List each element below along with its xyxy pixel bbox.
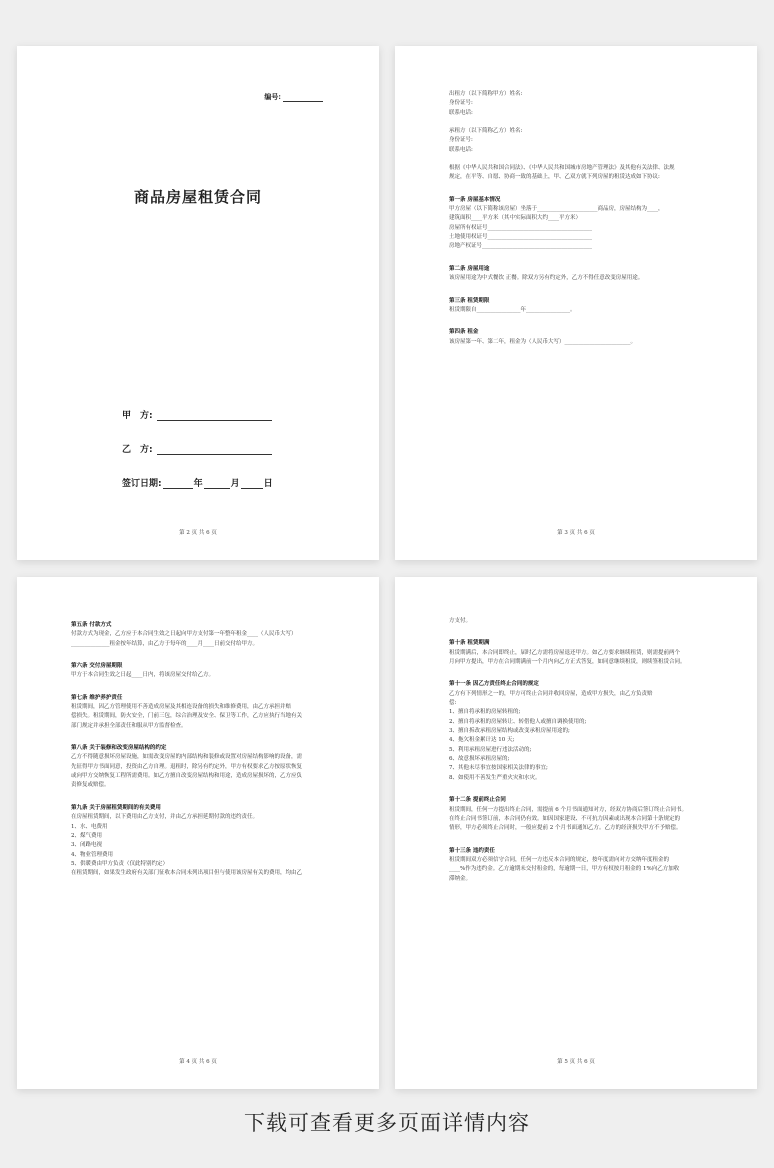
year-blank	[163, 488, 193, 489]
party-b-field	[122, 442, 272, 455]
document-page-cover	[17, 46, 379, 560]
paragraph-line: 乙方有下列情形之一的，甲方可终止合同并收回房屋，造成甲方损失，由乙方负责赔	[449, 690, 653, 697]
paragraph-line: 身份证号:	[449, 137, 473, 144]
day-label: 日	[263, 479, 273, 489]
clause-heading: 第三条 租赁期限	[449, 297, 490, 304]
clause-heading: 第二条 房屋用途	[449, 265, 490, 272]
year-label: 年	[193, 479, 203, 489]
paragraph-line: 偿:	[449, 700, 457, 707]
paragraph-line: 在终止合同书签订前，本合同仍有效。如因国家建设、不可抗力因素或出现本合同第十条规定的	[449, 815, 681, 822]
paragraph-line: 2、擅自将承租的房屋转让、转借他人或擅自调换使用的;	[449, 718, 587, 725]
paragraph-line: 房屋所有权证号______________________________________	[449, 224, 593, 231]
page-number: 第 5 页 共 6 页	[557, 1059, 595, 1065]
month-blank	[204, 488, 230, 489]
page-body	[71, 617, 327, 879]
party-a-field	[122, 408, 272, 421]
paragraph-line: 1、擅自将承租的房屋转租的;	[449, 709, 521, 716]
paragraph-line: 承租方（以下简称乙方）姓名:	[449, 128, 523, 135]
contract-number-label: 编号:	[264, 92, 281, 101]
party-b-blank	[157, 454, 272, 455]
clause-heading: 第四条 租金	[449, 329, 479, 336]
paragraph-line: 先征得甲方书面同意，投资由乙方自理。退租时，除另有约定外，甲方有权要求乙方按原状恢复	[71, 763, 303, 770]
paragraph-line: 5、利用承租房屋进行违法活动的;	[449, 746, 532, 753]
paragraph-line: ______________租金按年结算，由乙方于每年的____月____日前交付给甲方。	[71, 640, 259, 647]
paragraph-line: 付款方式为现金，乙方应于本合同生效之日起向甲方支付第一年整年租金____（人民币大写）	[71, 631, 297, 638]
paragraph-line: 租赁期间，因乙方管理使用不善造成房屋及其相连设备的损失和维修费用，由乙方承担并赔	[71, 704, 292, 711]
paragraph-line: 租赁期限自________________年________________。	[449, 306, 576, 313]
blank-line	[449, 183, 705, 192]
clause-heading: 第七条 维护养护责任	[71, 694, 123, 701]
paragraph-line: 滞纳金。	[449, 875, 472, 882]
paragraph-line: 租赁期满后，本合同即终止，届时乙方需将房屋退还甲方。如乙方要求继续租赁，则需提前两个	[449, 649, 681, 656]
blank-line	[71, 649, 327, 658]
blank-line	[449, 834, 705, 843]
blank-line	[449, 284, 705, 293]
paragraph-line: 该房屋用途为中式餐饮 正餐。除双方另有约定外，乙方不得任意改变房屋用途。	[449, 275, 644, 282]
blank-line	[71, 791, 327, 800]
paragraph-line: 月向甲方提出，甲方在合同期满前一个月内向乙方正式答复，如同意继续租赁，则续签租赁合同。	[449, 659, 686, 666]
document-page-4	[17, 577, 379, 1089]
sign-date-label: 签订日期:	[122, 479, 162, 489]
page-body	[449, 617, 705, 884]
clause-heading: 第八条 关于装修和改变房屋结构的约定	[71, 745, 167, 752]
party-b-label: 乙 方:	[122, 445, 153, 455]
paragraph-line: 在房屋租赁期间，以下费用由乙方支付，并由乙方承担延期付款的违约责任。	[71, 814, 259, 821]
paragraph-line: 3、闭路电视	[71, 842, 102, 849]
page-number: 第 4 页 共 6 页	[179, 1059, 217, 1065]
paragraph-line: 方支付。	[449, 618, 472, 624]
paragraph-line: 甲方于本合同生效之日起____日内，将该房屋交付给乙方。	[71, 672, 215, 679]
paragraph-line: 3、擅自拆改承租房屋结构或改变承租房屋用途的;	[449, 728, 570, 735]
document-page-5	[395, 577, 757, 1089]
sign-date-field	[122, 476, 273, 489]
blank-line	[449, 118, 705, 127]
paragraph-line: 根据《中华人民共和国合同法》、《中华人民共和国城市房地产管理法》及其他有关法律、法规	[449, 165, 675, 172]
blank-line	[449, 155, 705, 164]
clause-heading: 第十条 租赁期满	[449, 640, 490, 647]
paragraph-line: 房地产权证号________________________________________	[449, 243, 593, 250]
blank-line	[71, 731, 327, 740]
download-more-caption: 下载可查看更多页面详情内容	[244, 1111, 530, 1135]
party-a-label: 甲 方:	[122, 411, 153, 421]
contract-title: 商品房屋租赁合同	[133, 188, 262, 206]
party-a-blank	[157, 420, 272, 421]
paragraph-line: 该房屋第一年、第二年，租金为（人民币大写）________________________。	[449, 338, 637, 345]
blank-line	[449, 626, 705, 635]
paragraph-line: 1、水、电费用	[71, 823, 108, 830]
blank-line	[449, 667, 705, 676]
paragraph-line: 情形，甲方必须终止合同时，一般应提前 2 个月书面通知乙方。乙方的经济损失甲方不予赔偿。	[449, 825, 682, 832]
paragraph-line: 出租方（以下简称甲方）姓名:	[449, 91, 523, 97]
paragraph-line: 规定，在平等、自愿、协商一致的基础上，甲、乙双方就下列房屋的租赁达成如下协议:	[449, 174, 660, 181]
blank-line	[71, 681, 327, 690]
paragraph-line: 8、如使用不善发生严重火灾和水灾。	[449, 774, 541, 781]
paragraph-line: 责修复或赔偿。	[71, 782, 110, 789]
paragraph-line: 或向甲方交纳恢复工程所需费用。如乙方擅自改变房屋结构和用途，造成房屋损坏的，乙方应负	[71, 773, 303, 780]
paragraph-line: 2、煤气费用	[71, 832, 102, 839]
paragraph-line: 部门规定并承担全部责任和服从甲方监督检查。	[71, 722, 187, 729]
paragraph-line: 建筑面积____平方米（其中实际面积大约____平方米）	[449, 215, 582, 222]
paragraph-line: 租赁期间，任何一方提出终止合同，需提前 6 个月书面通知对方，经双方协商后签订终止合同书。	[449, 806, 687, 813]
clause-heading: 第十一条 因乙方责任终止合同的规定	[449, 681, 539, 688]
clause-heading: 第六条 交付房屋期限	[71, 663, 123, 670]
clause-heading: 第九条 关于房屋租赁期间的有关费用	[71, 804, 161, 811]
paragraph-line: ____%作为违约金。乙方逾期未交付租金的，每逾期一日，甲方有权按月租金的 1%向乙方加收	[449, 866, 680, 873]
contract-number-field	[264, 92, 323, 102]
paragraph-line: 4、拖欠租金累计达 10 天;	[449, 737, 515, 744]
clause-heading: 第十三条 违约责任	[449, 847, 495, 854]
page-number: 第 3 页 共 6 页	[557, 530, 595, 536]
paragraph-line: 7、其他未尽事宜按国家相关法律的事宜;	[449, 765, 548, 772]
blank-line	[449, 783, 705, 792]
paragraph-line: 土地使用权证号______________________________________	[449, 234, 593, 241]
page-number: 第 2 页 共 6 页	[179, 530, 217, 536]
day-blank	[241, 488, 263, 489]
paragraph-line: 租赁期间双方必须信守合同，任何一方违反本合同的规定，按年度需向对方交纳年度租金的	[449, 856, 670, 863]
clause-heading: 第一条 房屋基本情况	[449, 196, 501, 203]
blank-line	[449, 252, 705, 261]
paragraph-line: 偿损失。租赁期间，防火安全，门前三包，综合治理及安全、保卫等工作，乙方应执行当地有关	[71, 713, 303, 720]
blank-line	[449, 315, 705, 324]
paragraph-line: 在租赁期间，如果发生政府有关部门征收本合同未列出项目但与使用该房屋有关的费用，均由乙	[71, 870, 303, 877]
paragraph-line: 乙方不得随意损坏房屋设施，如需改变房屋的内部结构和装修或设置对房屋结构影响的设备，需	[71, 754, 303, 761]
clause-heading: 第十二条 提前终止合同	[449, 797, 506, 804]
paragraph-line: 4、物业管理费用	[71, 851, 113, 858]
page-body	[449, 90, 705, 347]
month-label: 月	[230, 479, 240, 489]
paragraph-line: 身份证号:	[449, 100, 473, 107]
contract-number-blank	[283, 101, 323, 102]
paragraph-line: 5、供暖费由甲方负责（仅此特别约定）	[71, 860, 169, 867]
paragraph-line: 联系电话:	[449, 109, 473, 116]
clause-heading: 第五条 付款方式	[71, 622, 112, 628]
paragraph-line: 6、故意损坏承租房屋的;	[449, 756, 510, 763]
document-page-3	[395, 46, 757, 560]
paragraph-line: 联系电话:	[449, 146, 473, 153]
paragraph-line: 甲方房屋（以下简称该房屋）坐落于______________________商品房，房屋结构为____，	[449, 206, 664, 213]
